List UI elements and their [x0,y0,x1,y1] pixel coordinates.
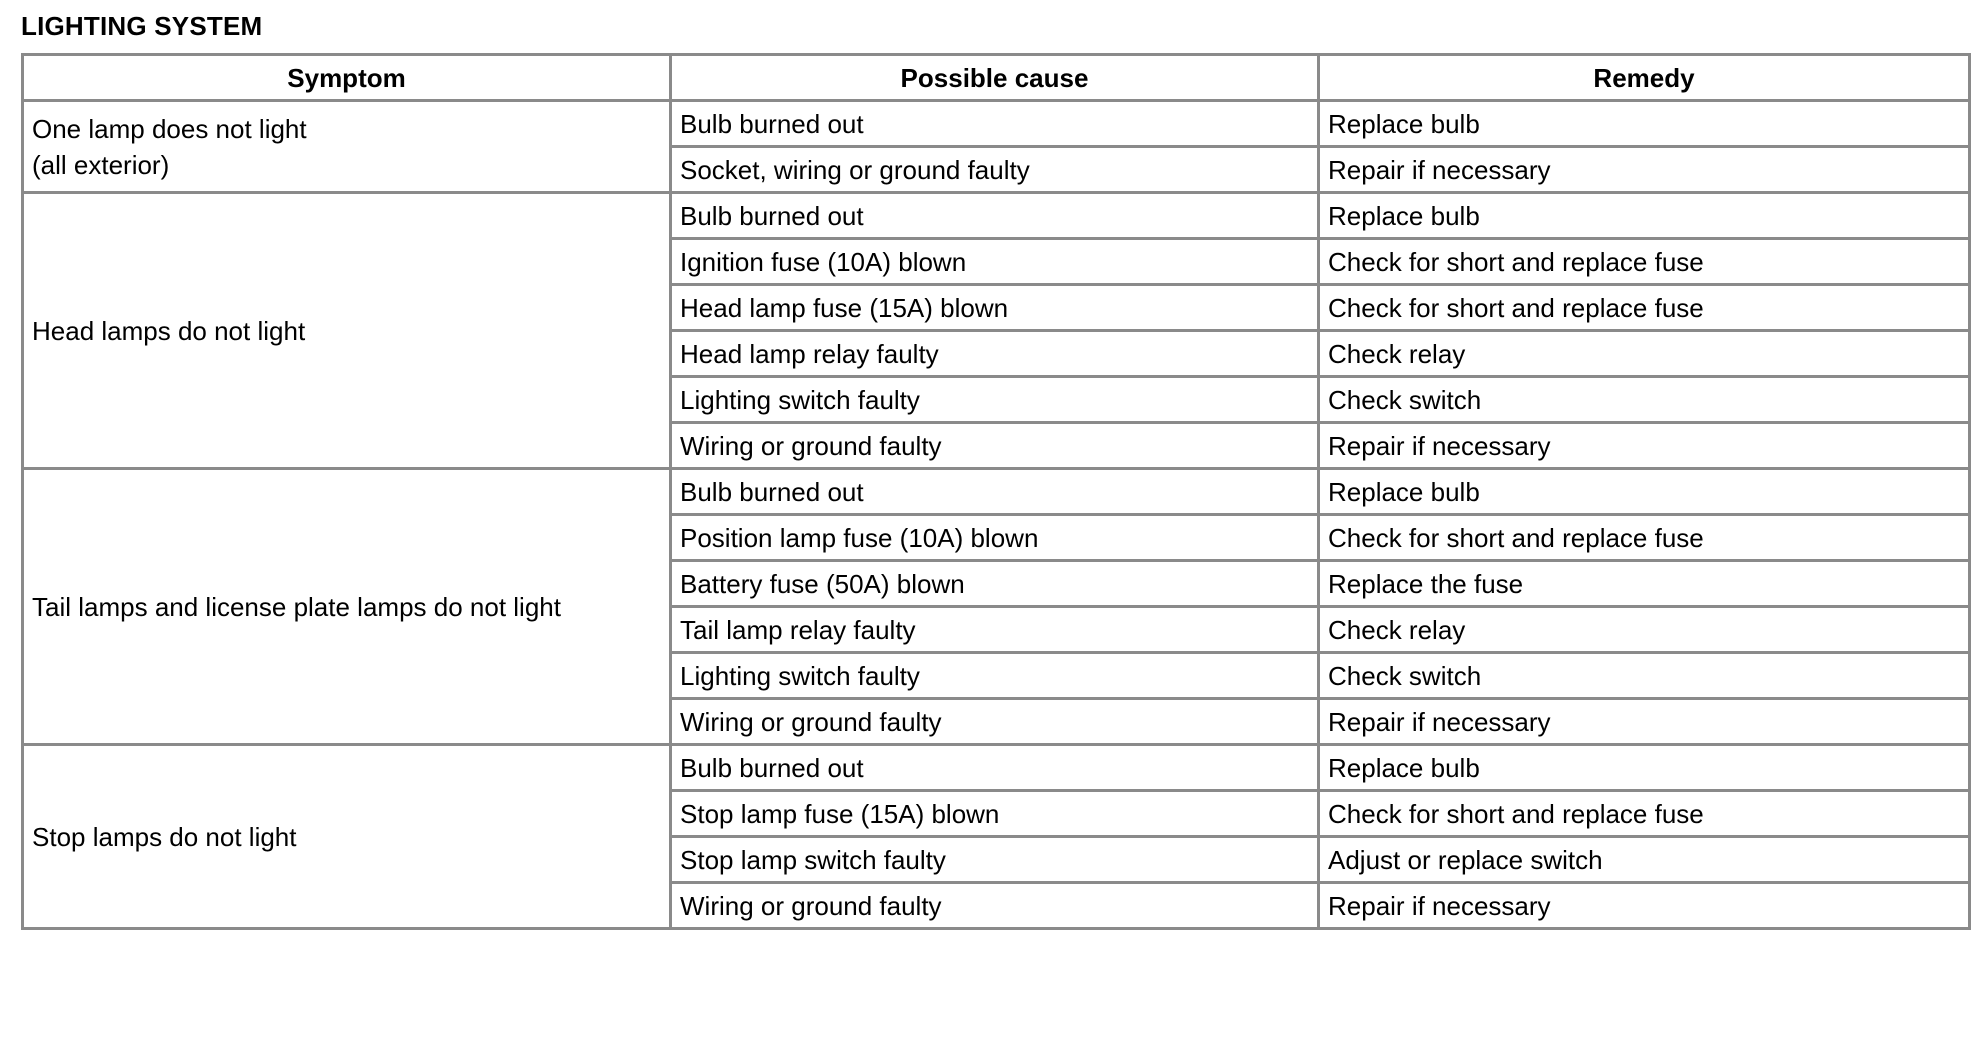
symptom-text: Tail lamps and license plate lamps do not light [32,591,561,622]
cause-cell: Wiring or ground faulty [671,423,1319,469]
remedy-cell: Repair if necessary [1319,423,1970,469]
remedy-cell: Repair if necessary [1319,147,1970,193]
table-body [23,101,1970,929]
remedy-cell: Replace bulb [1319,193,1970,239]
symptom-cell [23,101,671,193]
remedy-cell: Check switch [1319,377,1970,423]
symptom-cell [23,745,671,929]
cause-cell: Bulb burned out [671,745,1319,791]
cause-cell: Position lamp fuse (10A) blown [671,515,1319,561]
remedy-cell: Repair if necessary [1319,699,1970,745]
remedy-cell: Check switch [1319,653,1970,699]
remedy-cell: Check relay [1319,331,1970,377]
cause-cell: Lighting switch faulty [671,653,1319,699]
remedy-cell: Adjust or replace switch [1319,837,1970,883]
table-row [23,101,1970,147]
remedy-cell: Check relay [1319,607,1970,653]
cause-cell: Stop lamp fuse (15A) blown [671,791,1319,837]
remedy-cell: Repair if necessary [1319,883,1970,929]
symptom-text: (all exterior) [32,149,170,180]
remedy-cell: Replace bulb [1319,745,1970,791]
page-title: LIGHTING SYSTEM [21,11,263,41]
cause-cell: Tail lamp relay faulty [671,607,1319,653]
remedy-cell: Replace bulb [1319,101,1970,147]
remedy-cell: Replace bulb [1319,469,1970,515]
cause-cell: Socket, wiring or ground faulty [671,147,1319,193]
cause-cell: Bulb burned out [671,193,1319,239]
table-row [23,745,1970,791]
symptom-cell [23,469,671,745]
remedy-cell: Check for short and replace fuse [1319,791,1970,837]
header-row [23,55,1970,101]
cause-cell: Ignition fuse (10A) blown [671,239,1319,285]
symptom-text: Head lamps do not light [32,315,306,346]
table-row [23,193,1970,239]
troubleshooting-table [21,53,1971,930]
cause-cell: Wiring or ground faulty [671,699,1319,745]
cause-cell: Stop lamp switch faulty [671,837,1319,883]
cause-cell: Bulb burned out [671,101,1319,147]
remedy-cell: Replace the fuse [1319,561,1970,607]
remedy-cell: Check for short and replace fuse [1319,515,1970,561]
cause-cell: Head lamp fuse (15A) blown [671,285,1319,331]
remedy-header: Remedy [1319,55,1970,101]
cause-cell: Wiring or ground faulty [671,883,1319,929]
cause-cell: Lighting switch faulty [671,377,1319,423]
symptom-header: Symptom [23,55,671,101]
cause-cell: Battery fuse (50A) blown [671,561,1319,607]
table-row [23,469,1970,515]
remedy-cell: Check for short and replace fuse [1319,285,1970,331]
cause-cell: Head lamp relay faulty [671,331,1319,377]
symptom-text: Stop lamps do not light [32,821,297,852]
cause-cell: Bulb burned out [671,469,1319,515]
symptom-cell [23,193,671,469]
symptom-text: One lamp does not light [32,113,307,144]
possible-cause-header: Possible cause [671,55,1319,101]
remedy-cell: Check for short and replace fuse [1319,239,1970,285]
